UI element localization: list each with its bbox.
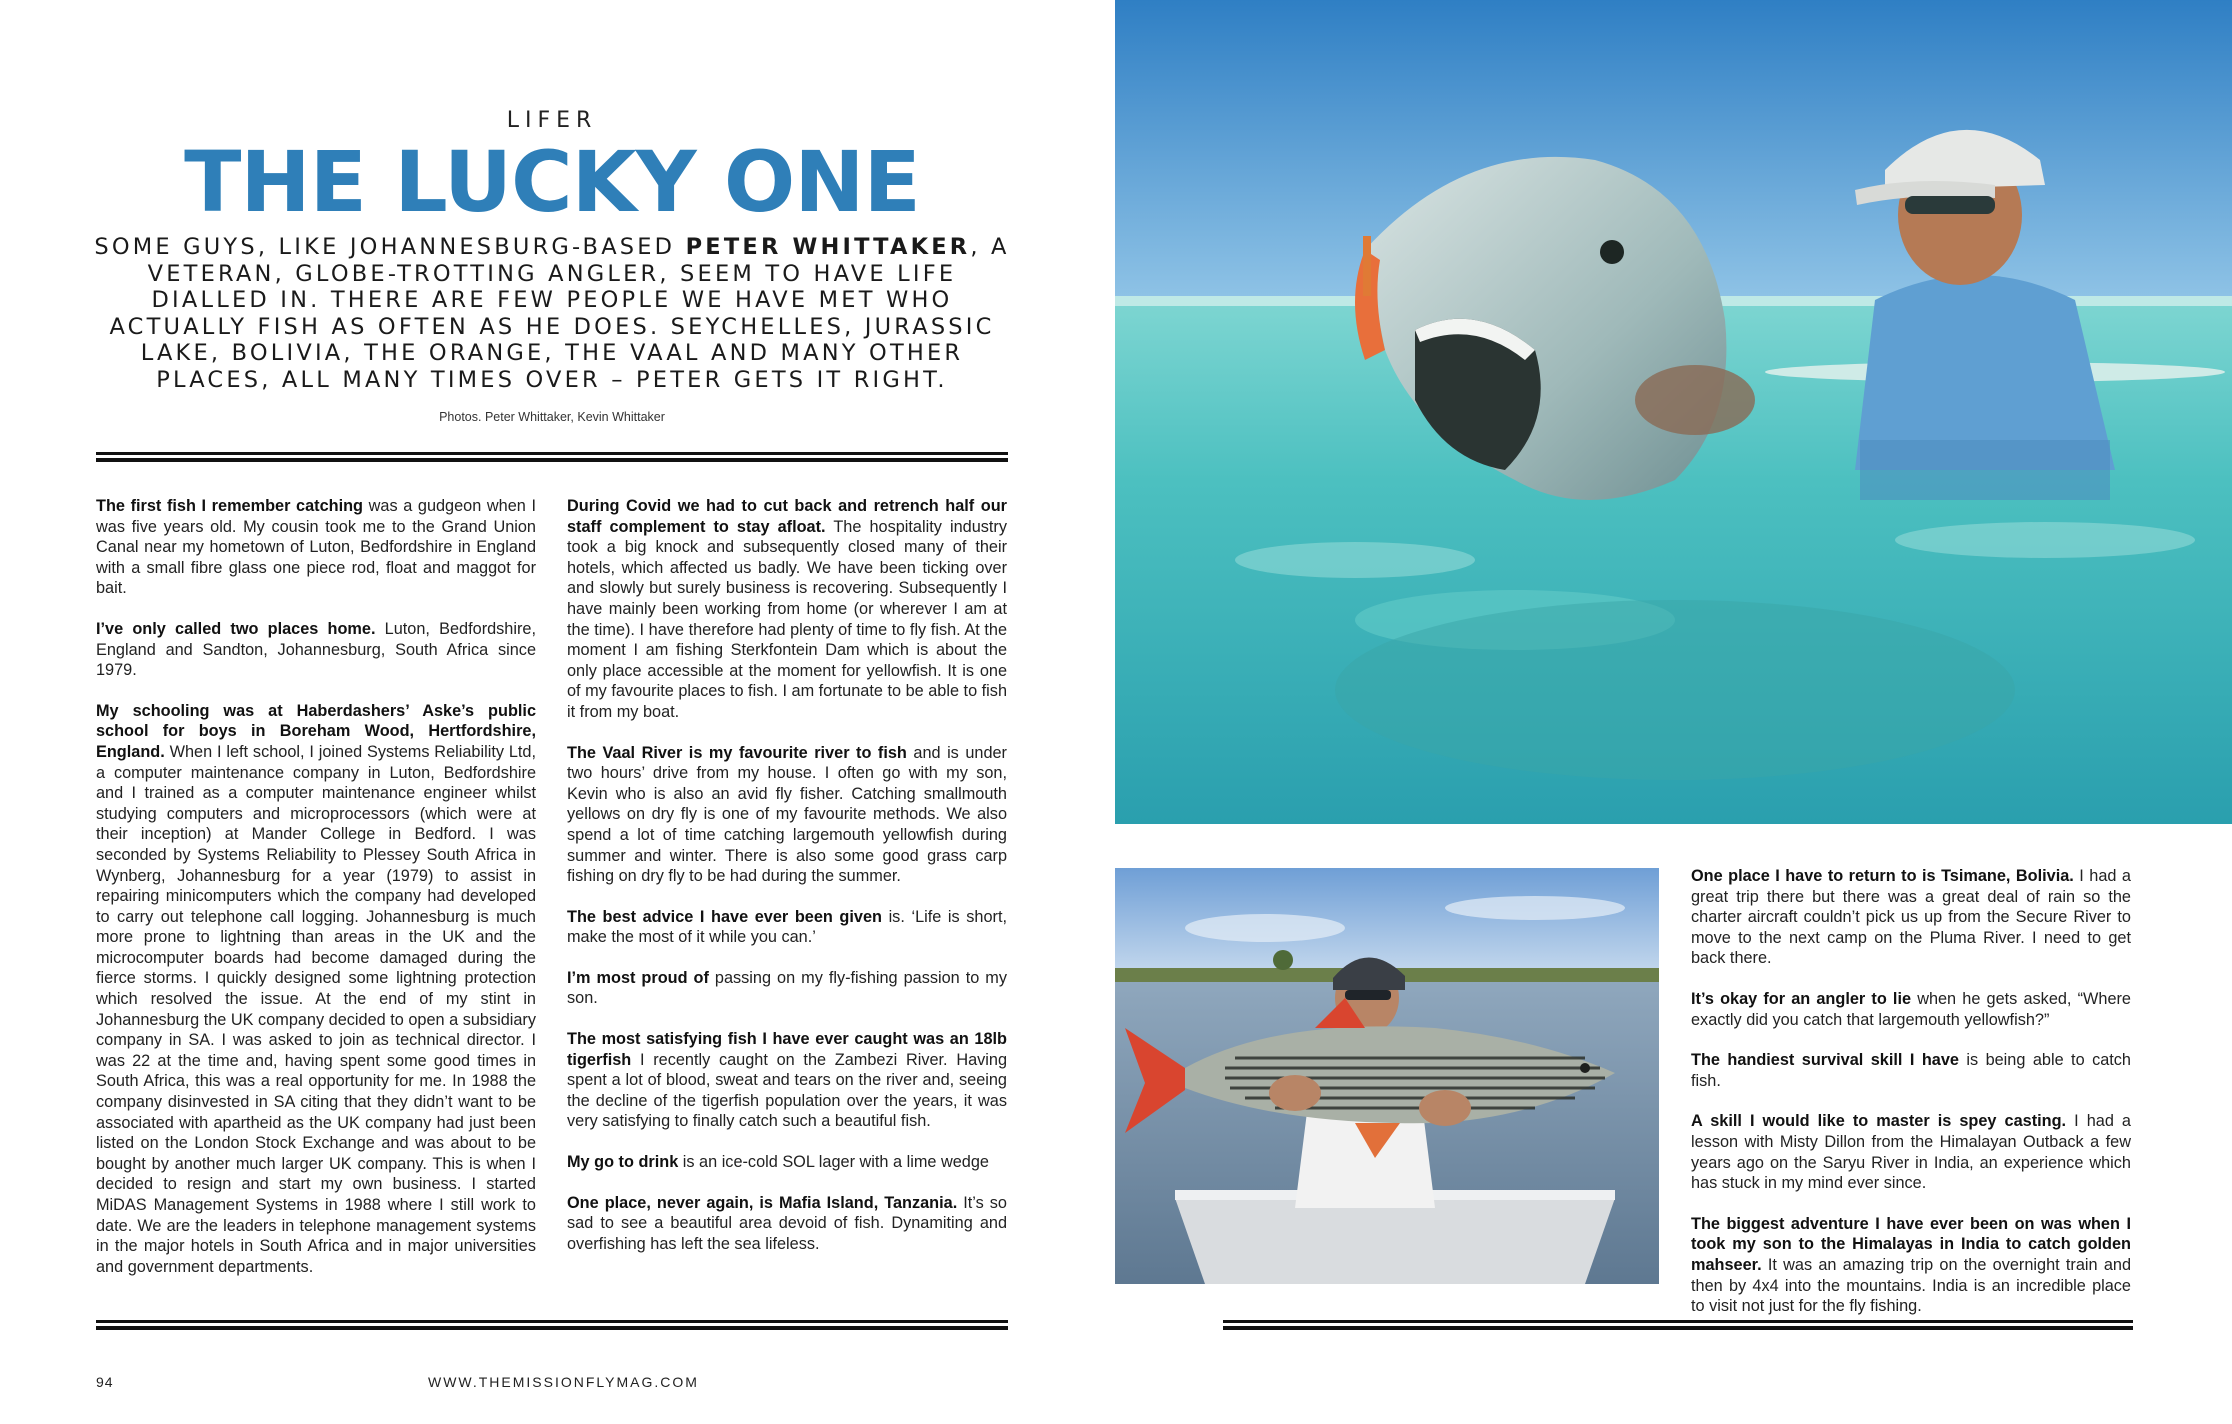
paragraph bbox=[1691, 1111, 2131, 1193]
paragraph bbox=[567, 1152, 1007, 1173]
paragraph-text: when he gets asked, “Where exactly did you catch that largemouth yellowfish?” bbox=[1691, 989, 2131, 1029]
paragraph-lead: The most satisfying fish I have ever caught was an 18lb tigerfish bbox=[567, 1030, 1007, 1069]
paragraph-text: was a gudgeon when I was five years old. My cousin took me to the Grand Union Canal near my hometown of Luton, Bedfordshire in England with a small fibre glass one piece rod, float and maggot for bait. bbox=[96, 497, 536, 598]
column-right bbox=[1691, 866, 2131, 1337]
paragraph bbox=[567, 1193, 1007, 1255]
paragraph-lead: The biggest adventure I have ever been on was when I took my son to the Himalayas in India to catch golden mahseer. bbox=[1691, 1214, 2131, 1274]
paragraph-text: It was an amazing trip on the overnight train and then by 4x4 into the mountains. India is an incredible place to visit not just for the fly fishing. bbox=[1691, 1255, 2131, 1316]
paragraph bbox=[567, 907, 1007, 948]
paragraph-lead: My go to drink bbox=[567, 1153, 679, 1172]
paragraph-text: It’s so sad to see a beautiful area devoid of fish. Dynamiting and overfishing has left the sea lifeless. bbox=[567, 1193, 1007, 1253]
paragraph bbox=[567, 968, 1007, 1009]
paragraph bbox=[1691, 866, 2131, 969]
paragraph-text: is being able to catch fish. bbox=[1691, 1051, 2131, 1090]
paragraph-lead: My schooling was at Haberdashers’ Aske’s public school for boys in Boreham Wood, Hertfordshire, England. bbox=[96, 701, 536, 761]
paragraph-lead: A skill I would like to master is spey casting. bbox=[1691, 1112, 2067, 1131]
paragraph-lead: The Vaal River is my favourite river to fish bbox=[567, 743, 907, 762]
paragraph bbox=[1691, 1214, 2131, 1317]
paragraph-lead: I’m most proud of bbox=[567, 968, 709, 987]
paragraph-lead: It’s okay for an angler to lie bbox=[1691, 989, 1912, 1008]
paragraph-lead: I’ve only called two places home. bbox=[96, 619, 376, 638]
headline: THE LUCKY ONE bbox=[184, 133, 920, 231]
page-number: 94 bbox=[96, 1374, 114, 1390]
section-kicker: LIFER bbox=[506, 108, 598, 133]
standfirst bbox=[90, 234, 1014, 394]
paragraph-lead: The best advice I have ever been given bbox=[567, 907, 882, 926]
paragraph-text: is. ‘Life is short, make the most of it while you can.’ bbox=[567, 907, 1007, 947]
standfirst-before: SOME GUYS, LIKE JOHANNESBURG-BASED bbox=[94, 234, 686, 260]
paragraph-text: I had a great trip there but there was a great deal of rain so the charter aircraft couldn’t pick us up from the Secure River to move to the next camp on the Pluma River. I need to get back there. bbox=[1691, 867, 2131, 968]
paragraph-text: When I left school, I joined Systems Reliability Ltd, a computer maintenance company in Luton, Bedfordshire and I trained as a computer maintenance engineer whilst studying computers and microprocessors (which were at their inception) at Mander College in Bedford. I was seconded by Systems Reliability to Plessey South Africa in Wynberg, Johannesburg for a year (1979) to assist in repairing minicomputers which the company had developed to carry out telephone call logging. Johannesburg is much more prone to lightning than areas in the UK and the microcomputer boards had become damaged during the fierce storms. I quickly designed some lightning protection which resolved the issue. At the end of my stint in Johannesburg the UK company decided to open a subsidiary company in SA. I was asked to join as technical director. I was 22 at the time and, having spent some good times in South Africa, this was a real opportunity for me. In 1988 the company disinvested in SA citing that they didn’t want to be associated with apartheid as the UK company had just been listed on the London Stock Exchange and was about to be bought by another much larger UK company. This is when I decided to resign and start my own business. I started MiDAS Management Systems in 1988 where I still work to date. We are the leaders in telephone management systems in the major hotels in South Africa and in major universities and government departments. bbox=[96, 742, 536, 1276]
paragraph-text: I had a lesson with Misty Dillon from the Himalayan Outback a few years ago on the Saryu River in India, an experience which has stuck in my mind ever since. bbox=[1691, 1112, 2131, 1193]
paragraph-lead: One place I have to return to is Tsimane, Bolivia. bbox=[1691, 867, 2074, 885]
photo-credits: Photos. Peter Whittaker, Kevin Whittaker bbox=[439, 410, 665, 424]
paragraph bbox=[1691, 1050, 2131, 1091]
paragraph-text: I recently caught on the Zambezi River. Having spent a lot of blood, sweat and tears on the river and, seeing the decline of the tigerfish population over the years, it was very satisfying to finally catch such a beautiful fish. bbox=[567, 1050, 1007, 1131]
paragraph bbox=[1691, 989, 2131, 1030]
column-left bbox=[96, 496, 536, 1297]
bottom-rule-left bbox=[96, 1320, 1008, 1330]
footer-url: WWW.THEMISSIONFLYMAG.COM bbox=[428, 1374, 699, 1390]
paragraph-text: is an ice-cold SOL lager with a lime wedge bbox=[678, 1153, 989, 1172]
paragraph-lead: The handiest survival skill I have bbox=[1691, 1051, 1959, 1070]
paragraph-lead: During Covid we had to cut back and retrench half our staff complement to stay afloat. bbox=[567, 497, 1007, 536]
photo-angler-with-trevally bbox=[1115, 0, 2232, 824]
paragraph bbox=[567, 496, 1007, 723]
paragraph-text: Luton, Bedfordshire, England and Sandton, Johannesburg, South Africa since 1979. bbox=[96, 619, 536, 680]
standfirst-after: , A VETERAN, GLOBE-TROTTING ANGLER, SEEM TO HAVE LIFE DIALLED IN. THERE ARE FEW PEOPLE WE HAVE MET WHO ACTUALLY FISH AS OFTEN AS HE DOES. SEYCHELLES, JURASSIC LAKE, BOLIVIA, THE ORANGE, THE VAAL AND MANY OTHER PLACES, ALL MANY TIMES OVER – PETER GETS IT RIGHT. bbox=[109, 234, 1010, 393]
paragraph bbox=[567, 743, 1007, 887]
paragraph bbox=[96, 619, 536, 681]
photo-angler-with-tigerfish bbox=[1115, 868, 1659, 1284]
paragraph-text: The hospitality industry took a big knock and subsequently closed many of their hotels, which affected us badly. We have been ticking over and slowly but surely business is recovering. Subsequently I have mainly been working from home (or wherever I am at the time). I have therefore had plenty of time to fly fish. At the moment I am fishing Sterkfontein Dam which is about the only place accessible at the moment for yellowfish. It is one of my favourite places to fish. I am fortunate to be able to fish it from my boat. bbox=[567, 517, 1007, 721]
paragraph-lead: The first fish I remember catching bbox=[96, 497, 363, 515]
paragraph-lead: One place, never again, is Mafia Island, Tanzania. bbox=[567, 1193, 958, 1212]
paragraph bbox=[567, 1029, 1007, 1132]
paragraph-text: and is under two hours’ drive from my house. I often go with my son, Kevin who is also an avid fly fisher. Catching smallmouth yellows on dry fly is one of my favourite methods. We also spend a lot of time catching largemouth yellowfish during summer and winter. There is also some good grass carp fishing on dry fly to be had during the summer. bbox=[567, 743, 1007, 886]
paragraph-text: passing on my fly-fishing passion to my son. bbox=[567, 968, 1007, 1008]
paragraph bbox=[96, 701, 536, 1278]
standfirst-name: PETER WHITTAKER bbox=[685, 234, 971, 260]
column-middle bbox=[567, 496, 1007, 1274]
top-rule-left bbox=[96, 452, 1008, 462]
paragraph bbox=[96, 496, 536, 599]
